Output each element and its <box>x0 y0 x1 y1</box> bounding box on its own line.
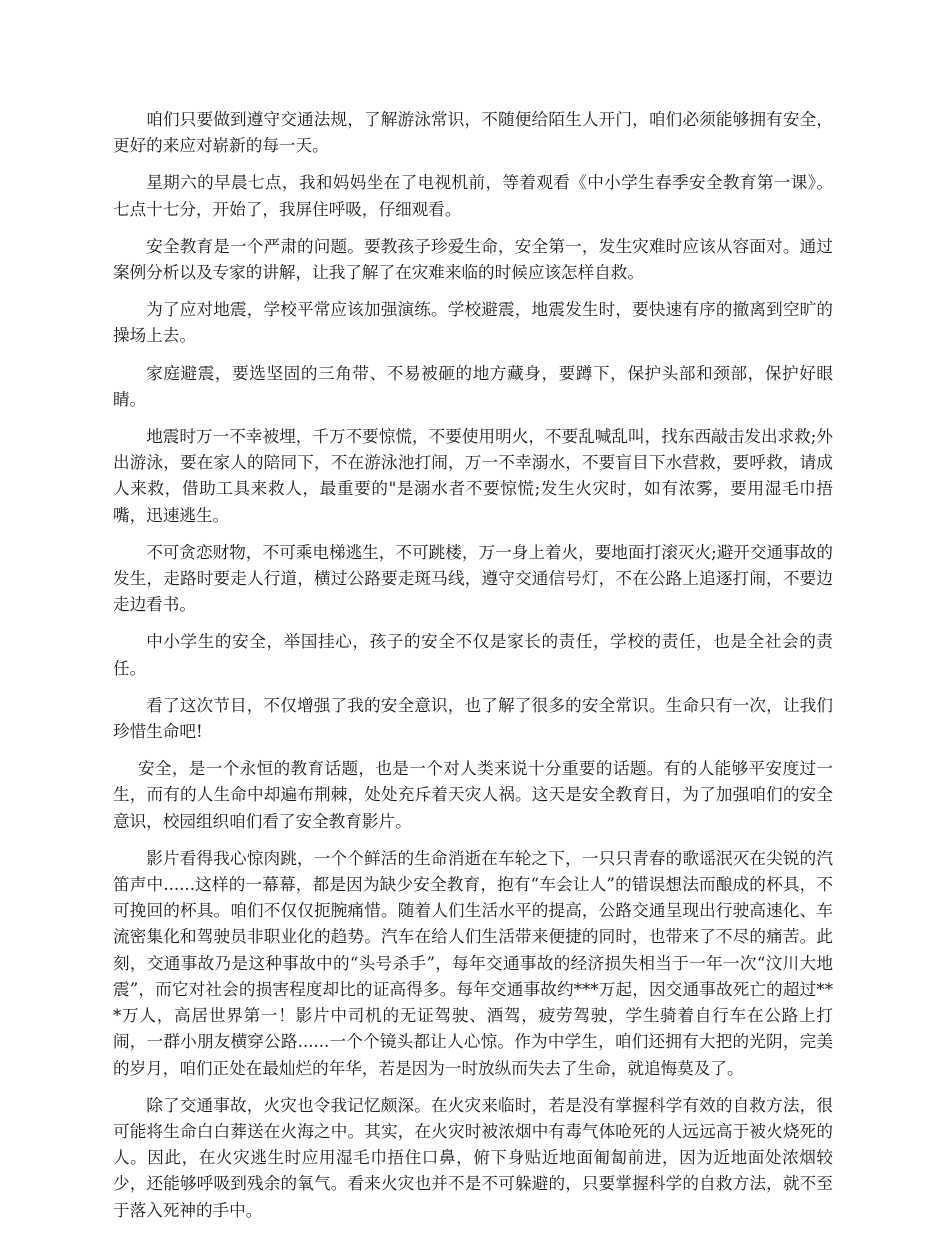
paragraph-6: 地震时万一不幸被埋，千万不要惊慌，不要使用明火，不要乱喊乱叫，找东西敲击发出求救;外出游泳，要在家人的陪同下，不在游泳池打闹，万一不幸溺水，不要盲目下水营救，要呼救，请成人来救，借助工具来救人，最重要的"是溺水者不要惊慌;发生火灾时，如有浓雾，要用湿毛巾捂嘴，迅速逃生。 <box>113 427 833 525</box>
paragraph-7: 不可贪恋财物，不可乘电梯逃生，不可跳楼，万一身上着火，要地面打滚灭火;避开交通事故的发生，走路时要走人行道，横过公路要走斑马线，遵守交通信号灯，不在公路上追逐打闹，不要边走边看书。 <box>113 542 833 615</box>
paragraph-3: 安全教育是一个严肃的问题。要教孩子珍爱生命，安全第一，发生灾难时应该从容面对。通过案例分析以及专家的讲解，让我了解了在灾难来临的时候应该怎样自救。 <box>113 236 833 283</box>
paragraph-1: 咱们只要做到遵守交通法规，了解游泳常识，不随便给陌生人开门，咱们必须能够拥有安全，更好的来应对崭新的每一天。 <box>113 110 833 156</box>
paragraph-12: 除了交通事故，火灾也令我记忆颇深。在火灾来临时，若是没有掌握科学有效的自救方法，很可能将生命白白葬送在火海之中。其实，在火灾时被浓烟中有毒气体呛死的人远远高于被火烧死的人。因此，在火灾逃生时应用湿毛巾捂住口鼻，俯下身贴近地面匍匐前进，因为近地面处浓烟较少，还能够呼吸到残余的氧气。看来火灾也并不是不可躲避的，只要掌握科学的自救方法，就不至于落入死神的手中。 <box>113 1095 833 1220</box>
paragraph-2: 星期六的早晨七点，我和妈妈坐在了电视机前，等着观看《中小学生春季安全教育第一课》。七点十七分，开始了，我屏住呼吸，仔细观看。 <box>113 173 833 219</box>
document-page <box>113 107 833 1235</box>
paragraph-5: 家庭避震，要选坚固的三角带、不易被砸的地方藏身，要蹲下，保护头部和颈部，保护好眼睛。 <box>113 363 833 409</box>
paragraph-11: 影片看得我心惊肉跳，一个个鲜活的生命消逝在车轮之下，一只只青春的歌谣泯灭在尖锐的汽笛声中......这样的一幕幕，都是因为缺少安全教育，抱有“车会让人”的错误想法而酿成的杯具，不可挽回的杯具。咱们不仅仅扼腕痛惜。随着人们生活水平的提高，公路交通呈现出行驶高速化、车流密集化和驾驶员非职业化的趋势。汽车在给人们生活带来便捷的同时，也带来了不尽的痛苦。此刻，交通事故乃是这种事故中的“头号杀手”，每年交通事故的经济损失相当于一年一次“汶川大地震”，而它对社会的损害程度却比的证高得多。每年交通事故约***万起，因交通事故死亡的超过***万人，高居世界第一！影片中司机的无证驾驶、酒驾，疲劳驾驶，学生骑着自行车在公路上打闹，一群小朋友横穿公路......一个个镜头都让人心惊。作为中学生，咱们还拥有大把的光阴，完美的岁月，咱们正处在最灿烂的年华，若是因为一时放纵而失去了生命，就追悔莫及了。 <box>113 848 833 1078</box>
paragraph-8: 中小学生的安全，举国挂心，孩子的安全不仅是家长的责任，学校的责任，也是全社会的责任。 <box>113 632 833 678</box>
paragraph-10: 安全，是一个永恒的教育话题，也是一个对人类来说十分重要的话题。有的人能够平安度过一生，而有的人生命中却遍布荆棘，处处充斥着天灾人祸。这天是安全教育日，为了加强咱们的安全意识，校园组织咱们看了安全教育影片。 <box>113 759 833 831</box>
paragraph-4: 为了应对地震，学校平常应该加强演练。学校避震，地震发生时，要快速有序的撤离到空旷的操场上去。 <box>113 300 833 346</box>
paragraph-9: 看了这次节目，不仅增强了我的安全意识，也了解了很多的安全常识。生命只有一次，让我们珍惜生命吧! <box>113 695 833 742</box>
